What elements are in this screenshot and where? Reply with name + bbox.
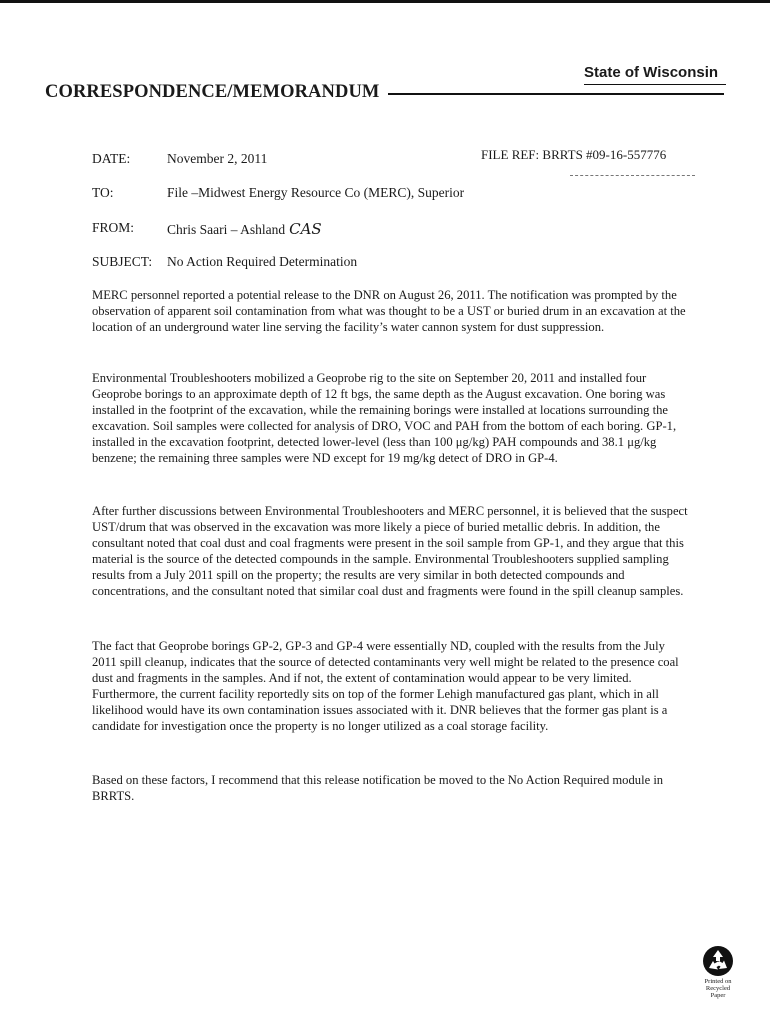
file-reference: FILE REF: BRRTS #09-16-557776	[481, 147, 667, 162]
from-label: FROM:	[92, 220, 135, 235]
date-value: November 2, 2011	[167, 151, 268, 166]
author-initials: CAS	[289, 220, 322, 238]
memo-title: CORRESPONDENCE/MEMORANDUM	[45, 82, 380, 102]
top-border-rule	[0, 0, 770, 3]
subject-label: SUBJECT:	[92, 254, 153, 269]
subject-value: No Action Required Determination	[167, 254, 358, 269]
paragraph-4: The fact that Geoprobe borings GP-2, GP-3 and GP-4 were essentially ND, coupled with the results from the July 2011 spill cleanup, indicates that the source of detected contaminants very well might be related to the presence coal dust and fragments in the samples. And if not, the extent of contamination would appear to be very limited. Furthermore, the current facility reportedly sits on top of the former Lehigh manufactured gas plant, which in all likelihood would have its own contamination issues associated with it. DNR believes that the former gas plant is a candidate for investigation once the property is no longer utilized as a coal storage facility.	[92, 639, 679, 733]
paragraph-5: Based on these factors, I recommend that this release notification be moved to the No Action Required module in BRRTS.	[92, 773, 664, 803]
from-line	[167, 220, 322, 238]
title-rule	[388, 93, 724, 95]
from-value: Chris Saari – Ashland	[167, 222, 286, 237]
paragraph-3: After further discussions between Environmental Troubleshooters and MERC personnel, it is believed that the suspect UST/drum that was observed in the excavation was more likely a piece of buried metallic debris. In addition, the consultant noted that coal dust and coal fragments were present in the soil sample from GP-1, and they argue that this material is the source of the detected compounds in the sample. Environmental Troubleshooters supplied sampling results from a July 2011 spill on the property; the results are very similar in both detected compounds and concentrations, and the consultant noted that similar coal dust and fragments were found in the spill cleanup samples.	[92, 504, 688, 598]
to-value: File –Midwest Energy Resource Co (MERC), Superior	[167, 185, 465, 200]
state-underline	[584, 84, 726, 85]
paragraph-2: Environmental Troubleshooters mobilized a Geoprobe rig to the site on September 20, 2011 and installed four Geoprobe borings to an approximate depth of 12 ft bgs, the same depth as the August excavation. One boring was installed in the footprint of the excavation, while the remaining borings were installed at locations surrounding the excavation. Soil samples were collected for analysis of DRO, VOC and PAH from the bottom of each boring. GP-1, installed in the excavation footprint, detected lower-level (less than 100 μg/kg) PAH compounds and 38.1 μg/kg benzene; the remaining three samples were ND except for 19 mg/kg detect of DRO in GP-4.	[92, 371, 677, 465]
recycle-icon	[701, 944, 735, 978]
state-name: State of Wisconsin	[584, 64, 719, 81]
recycled-paper-label: Printed on Recycled Paper	[704, 978, 732, 999]
dashed-rule	[570, 175, 695, 177]
recycled-paper-mark	[696, 944, 740, 999]
date-label: DATE:	[92, 151, 131, 166]
to-label: TO:	[92, 185, 114, 200]
paragraph-1: MERC personnel reported a potential release to the DNR on August 26, 2011. The notification was prompted by the observation of apparent soil contamination from what was thought to be a UST or buried drum in an excavation at the location of an underground water line serving the facility’s water cannon system for dust suppression.	[92, 288, 686, 334]
